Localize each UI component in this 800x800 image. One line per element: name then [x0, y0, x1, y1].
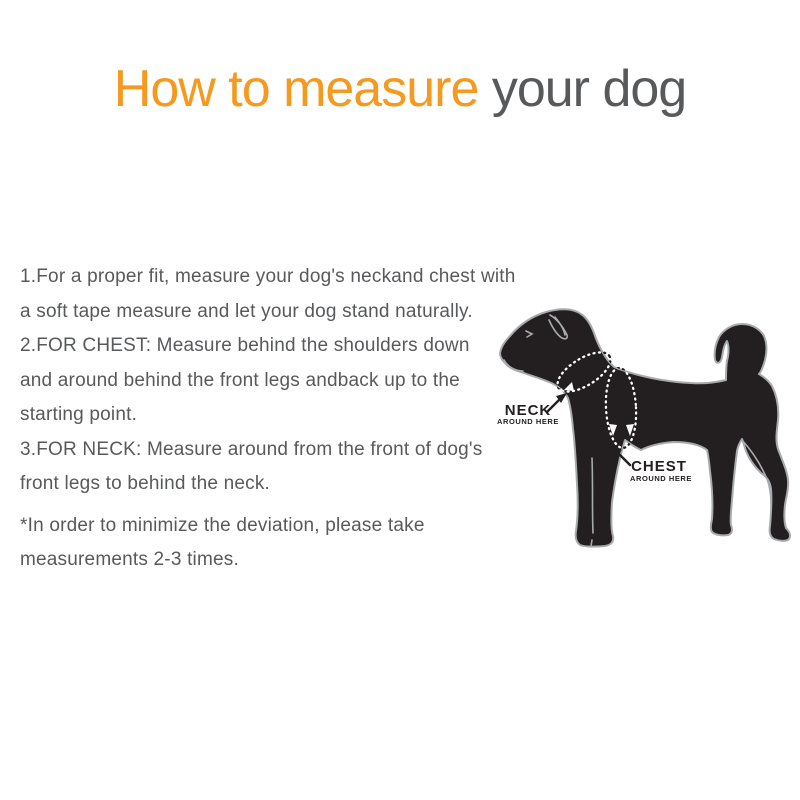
chest-label: CHEST	[631, 458, 687, 475]
instruction-line: 2.FOR CHEST: Measure behind the shoulders down	[20, 335, 470, 356]
dog-measurement-diagram	[480, 290, 800, 590]
instruction-note-line: *In order to minimize the deviation, please take	[20, 514, 425, 536]
instruction-line: 3.FOR NECK: Measure around from the front of dog's	[20, 438, 483, 460]
title-highlight: How to measure	[113, 60, 479, 118]
instruction-line: a soft tape measure and let your dog stand naturally.	[20, 300, 473, 322]
instruction-line: 1.For a proper fit, measure your dog's neckand chest with	[20, 266, 516, 287]
instruction-line: and around behind the front legs andback up to the	[20, 369, 460, 391]
title-rest: your dog	[478, 60, 687, 118]
instruction-line: starting point.	[20, 404, 138, 425]
page-title	[0, 60, 800, 118]
dog-diagram-svg	[480, 290, 800, 590]
instruction-note-line: measurements 2-3 times.	[20, 549, 239, 570]
dog-silhouette	[500, 309, 790, 546]
chest-pointer-arrow-icon	[620, 455, 630, 465]
chest-sublabel: AROUND HERE	[630, 474, 692, 483]
instructions-text	[20, 260, 550, 578]
neck-sublabel: AROUND HERE	[497, 417, 559, 426]
instruction-line: front legs to behind the neck.	[20, 473, 270, 494]
neck-label: NECK	[504, 402, 552, 419]
